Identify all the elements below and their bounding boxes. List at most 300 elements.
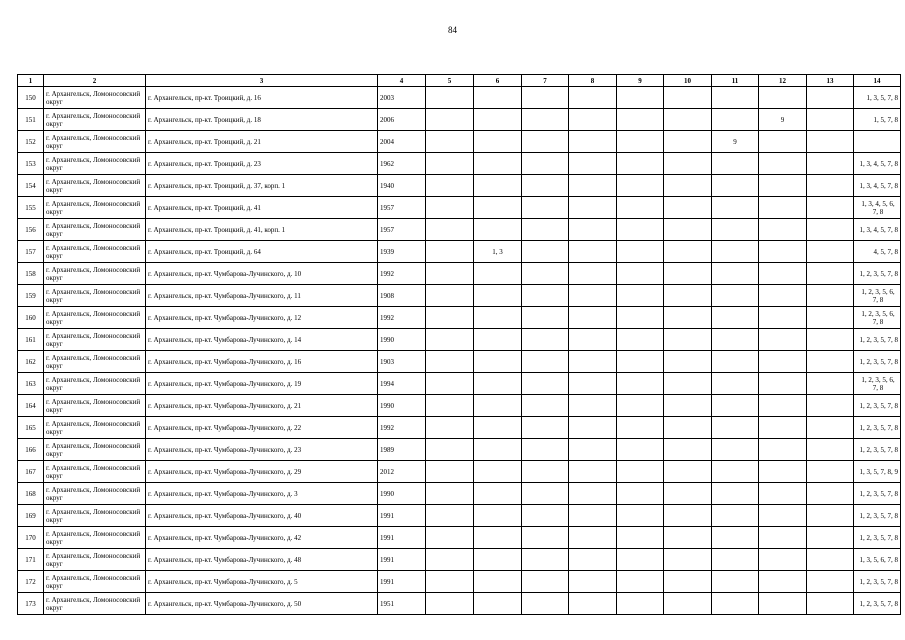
row-col-14-text: 1, 2, 3, 5, 7, 8 [859,577,898,586]
row-col-5 [426,175,474,197]
row-address: г. Архангельск, пр-кт. Чумбарова-Лучинского, д. 19 [146,373,378,395]
row-number: 169 [18,505,44,527]
table-row [18,593,901,615]
row-col-13 [807,87,854,109]
table-row [18,87,901,109]
row-year: 1991 [378,549,426,571]
table-row [18,461,901,483]
row-col-14 [854,527,901,549]
row-col-9 [617,197,664,219]
table-row [18,109,901,131]
row-col-11 [712,285,759,307]
row-col-5 [426,87,474,109]
row-col-8 [569,395,617,417]
row-col-13 [807,417,854,439]
row-col-14-text: 1, 2, 3, 5, 7, 8 [859,357,898,366]
row-number: 167 [18,461,44,483]
row-number: 158 [18,263,44,285]
row-col-7 [522,395,569,417]
table-row [18,197,901,219]
row-col-14 [854,241,901,263]
row-col-9 [617,461,664,483]
row-col-8 [569,505,617,527]
row-col-14-text: 1, 3, 5, 6, 7, 8 [859,555,898,564]
row-col-10 [664,329,712,351]
table-row [18,351,901,373]
row-col-13 [807,373,854,395]
row-col-9 [617,153,664,175]
row-locality: г. Архангельск, Ломоносовский округ [44,263,146,285]
row-address: г. Архангельск, пр-кт. Чумбарова-Лучинского, д. 22 [146,417,378,439]
row-col-10 [664,395,712,417]
row-col-9 [617,505,664,527]
row-col-12 [759,329,807,351]
row-number: 173 [18,593,44,615]
row-col-6 [474,439,522,461]
row-col-14 [854,351,901,373]
column-header-8: 8 [569,75,617,87]
row-col-10 [664,307,712,329]
row-col-5 [426,131,474,153]
row-col-14-text: 1, 5, 7, 8 [873,115,898,124]
row-col-14 [854,571,901,593]
row-locality: г. Архангельск, Ломоносовский округ [44,461,146,483]
row-col-8 [569,351,617,373]
row-col-13 [807,461,854,483]
row-col-13 [807,549,854,571]
row-col-13 [807,571,854,593]
row-col-5 [426,527,474,549]
row-col-13 [807,131,854,153]
row-year: 1951 [378,593,426,615]
row-col-7 [522,417,569,439]
row-col-10 [664,593,712,615]
row-col-5 [426,505,474,527]
row-number: 171 [18,549,44,571]
row-col-7 [522,505,569,527]
row-col-13 [807,241,854,263]
row-col-14-text: 1, 2, 3, 5, 6, 7, 8 [861,309,895,326]
column-header-5: 5 [426,75,474,87]
row-locality: г. Архангельск, Ломоносовский округ [44,197,146,219]
row-col-14-text: 1, 2, 3, 5, 7, 8 [859,445,898,454]
row-col-11 [712,439,759,461]
row-locality: г. Архангельск, Ломоносовский округ [44,131,146,153]
row-col-14 [854,263,901,285]
row-locality: г. Архангельск, Ломоносовский округ [44,87,146,109]
row-locality: г. Архангельск, Ломоносовский округ [44,329,146,351]
row-col-12 [759,593,807,615]
table-row [18,175,901,197]
row-col-8 [569,285,617,307]
row-col-7 [522,219,569,241]
row-col-14-text: 1, 3, 4, 5, 7, 8 [859,181,898,190]
row-col-9 [617,373,664,395]
row-col-8 [569,571,617,593]
row-col-7 [522,175,569,197]
row-locality: г. Архангельск, Ломоносовский округ [44,285,146,307]
column-header-4: 4 [378,75,426,87]
row-year: 2006 [378,109,426,131]
row-col-5 [426,373,474,395]
row-col-12: 9 [759,109,807,131]
row-col-13 [807,109,854,131]
row-col-9 [617,285,664,307]
row-number: 150 [18,87,44,109]
row-number: 155 [18,197,44,219]
row-col-5 [426,219,474,241]
row-locality: г. Архангельск, Ломоносовский округ [44,109,146,131]
table-row [18,307,901,329]
row-col-9 [617,395,664,417]
row-col-14-text: 1, 2, 3, 5, 7, 8 [859,401,898,410]
row-col-14-text: 1, 2, 3, 5, 7, 8 [859,511,898,520]
row-col-14-text: 1, 3, 4, 5, 7, 8 [859,225,898,234]
row-col-14 [854,439,901,461]
row-col-7 [522,549,569,571]
row-address: г. Архангельск, пр-кт. Чумбарова-Лучинского, д. 48 [146,549,378,571]
row-year: 2012 [378,461,426,483]
row-address: г. Архангельск, пр-кт. Чумбарова-Лучинского, д. 11 [146,285,378,307]
row-col-11 [712,417,759,439]
row-col-14 [854,395,901,417]
row-col-12 [759,153,807,175]
row-col-6 [474,109,522,131]
row-col-9 [617,87,664,109]
table-row [18,417,901,439]
row-number: 156 [18,219,44,241]
row-col-5 [426,285,474,307]
row-col-9 [617,417,664,439]
row-year: 2003 [378,87,426,109]
row-year: 1989 [378,439,426,461]
row-col-7 [522,109,569,131]
row-col-12 [759,549,807,571]
row-year: 1992 [378,417,426,439]
row-number: 163 [18,373,44,395]
row-col-14 [854,197,901,219]
row-col-10 [664,439,712,461]
column-header-11: 11 [712,75,759,87]
row-col-14 [854,307,901,329]
row-col-13 [807,307,854,329]
row-locality: г. Архангельск, Ломоносовский округ [44,571,146,593]
row-address: г. Архангельск, пр-кт. Чумбарова-Лучинского, д. 3 [146,483,378,505]
row-col-7 [522,263,569,285]
row-col-11 [712,175,759,197]
row-locality: г. Архангельск, Ломоносовский округ [44,153,146,175]
row-locality: г. Архангельск, Ломоносовский округ [44,505,146,527]
row-col-14 [854,285,901,307]
row-col-13 [807,395,854,417]
row-col-9 [617,219,664,241]
row-col-7 [522,527,569,549]
row-col-11 [712,593,759,615]
row-col-7 [522,483,569,505]
row-address: г. Архангельск, пр-кт. Троицкий, д. 18 [146,109,378,131]
row-col-10 [664,505,712,527]
row-year: 1957 [378,197,426,219]
row-col-6 [474,461,522,483]
row-col-7 [522,461,569,483]
row-col-5 [426,263,474,285]
row-address: г. Архангельск, пр-кт. Троицкий, д. 16 [146,87,378,109]
row-col-9 [617,439,664,461]
row-col-14-text: 1, 3, 4, 5, 7, 8 [859,159,898,168]
row-number: 172 [18,571,44,593]
row-year: 1903 [378,351,426,373]
row-col-8 [569,593,617,615]
row-locality: г. Архангельск, Ломоносовский округ [44,395,146,417]
row-locality: г. Архангельск, Ломоносовский округ [44,351,146,373]
row-locality: г. Архангельск, Ломоносовский округ [44,483,146,505]
row-col-13 [807,439,854,461]
row-col-9 [617,131,664,153]
row-col-10 [664,351,712,373]
row-col-14 [854,417,901,439]
row-col-11 [712,549,759,571]
table-row [18,241,901,263]
row-col-8 [569,373,617,395]
row-number: 170 [18,527,44,549]
row-col-5 [426,153,474,175]
table-row [18,131,901,153]
row-col-12 [759,395,807,417]
row-col-12 [759,439,807,461]
column-header-3: 3 [146,75,378,87]
row-col-7 [522,439,569,461]
row-col-6 [474,549,522,571]
row-col-10 [664,109,712,131]
row-col-14-text: 1, 2, 3, 5, 7, 8 [859,489,898,498]
row-col-8 [569,131,617,153]
column-header-7: 7 [522,75,569,87]
row-col-10 [664,483,712,505]
column-header-6: 6 [474,75,522,87]
row-col-11 [712,329,759,351]
row-col-6 [474,593,522,615]
row-col-11 [712,241,759,263]
row-locality: г. Архангельск, Ломоносовский округ [44,175,146,197]
row-col-11 [712,109,759,131]
row-col-10 [664,131,712,153]
table-body [18,87,901,615]
column-header-9: 9 [617,75,664,87]
table-row [18,285,901,307]
row-col-14-text: 1, 2, 3, 5, 7, 8 [859,423,898,432]
column-header-1: 1 [18,75,44,87]
row-number: 159 [18,285,44,307]
row-col-5 [426,549,474,571]
row-col-14-text: 1, 3, 4, 5, 6, 7, 8 [861,199,895,216]
row-col-7 [522,131,569,153]
row-col-10 [664,417,712,439]
row-col-8 [569,153,617,175]
row-col-5 [426,483,474,505]
row-col-13 [807,505,854,527]
row-col-5 [426,197,474,219]
row-col-11 [712,461,759,483]
column-header-13: 13 [807,75,854,87]
row-year: 1908 [378,285,426,307]
row-address: г. Архангельск, пр-кт. Чумбарова-Лучинского, д. 23 [146,439,378,461]
row-col-5 [426,417,474,439]
row-col-8 [569,219,617,241]
header-row [18,75,901,87]
row-col-5 [426,241,474,263]
row-number: 153 [18,153,44,175]
row-col-11 [712,505,759,527]
row-col-8 [569,461,617,483]
row-col-9 [617,263,664,285]
table-row [18,373,901,395]
row-col-10 [664,219,712,241]
row-col-12 [759,285,807,307]
row-year: 1992 [378,307,426,329]
row-col-12 [759,351,807,373]
row-col-6 [474,153,522,175]
row-col-9 [617,571,664,593]
row-number: 164 [18,395,44,417]
row-number: 161 [18,329,44,351]
row-col-8 [569,483,617,505]
row-col-13 [807,351,854,373]
row-year: 1990 [378,395,426,417]
row-col-12 [759,263,807,285]
row-col-11 [712,197,759,219]
row-col-14-text: 1, 2, 3, 5, 6, 7, 8 [861,375,895,392]
row-col-12 [759,175,807,197]
row-col-5 [426,109,474,131]
row-locality: г. Архангельск, Ломоносовский округ [44,219,146,241]
table-row [18,219,901,241]
row-col-8 [569,329,617,351]
row-col-6: 1, 3 [474,241,522,263]
row-col-13 [807,285,854,307]
row-col-5 [426,571,474,593]
row-address: г. Архангельск, пр-кт. Чумбарова-Лучинского, д. 42 [146,527,378,549]
row-year: 1939 [378,241,426,263]
row-col-14 [854,483,901,505]
row-col-10 [664,153,712,175]
row-col-14 [854,373,901,395]
row-col-14 [854,153,901,175]
row-col-14 [854,329,901,351]
row-col-9 [617,527,664,549]
row-col-8 [569,87,617,109]
row-number: 160 [18,307,44,329]
row-col-11 [712,373,759,395]
row-year: 2004 [378,131,426,153]
row-col-6 [474,197,522,219]
row-number: 168 [18,483,44,505]
row-col-6 [474,351,522,373]
row-col-14-text: 1, 2, 3, 5, 6, 7, 8 [861,287,895,304]
row-col-12 [759,417,807,439]
row-col-8 [569,417,617,439]
row-number: 166 [18,439,44,461]
row-col-6 [474,263,522,285]
row-col-11 [712,527,759,549]
row-col-7 [522,285,569,307]
row-col-10 [664,461,712,483]
row-col-10 [664,241,712,263]
row-col-9 [617,549,664,571]
row-col-12 [759,219,807,241]
row-col-12 [759,197,807,219]
row-col-5 [426,593,474,615]
row-address: г. Архангельск, пр-кт. Чумбарова-Лучинского, д. 5 [146,571,378,593]
row-col-6 [474,527,522,549]
row-col-8 [569,109,617,131]
row-col-13 [807,219,854,241]
row-locality: г. Архангельск, Ломоносовский округ [44,417,146,439]
row-col-12 [759,505,807,527]
row-col-11: 9 [712,131,759,153]
row-col-7 [522,593,569,615]
row-address: г. Архангельск, пр-кт. Чумбарова-Лучинского, д. 14 [146,329,378,351]
row-col-7 [522,153,569,175]
row-col-6 [474,87,522,109]
column-header-12: 12 [759,75,807,87]
row-col-11 [712,153,759,175]
row-col-13 [807,483,854,505]
row-col-8 [569,439,617,461]
row-col-12 [759,571,807,593]
row-col-13 [807,329,854,351]
row-locality: г. Архангельск, Ломоносовский округ [44,527,146,549]
row-col-7 [522,197,569,219]
row-col-5 [426,307,474,329]
row-col-5 [426,461,474,483]
row-col-14-text: 1, 2, 3, 5, 7, 8 [859,533,898,542]
row-col-6 [474,285,522,307]
row-number: 165 [18,417,44,439]
row-locality: г. Архангельск, Ломоносовский округ [44,439,146,461]
row-col-8 [569,263,617,285]
row-col-12 [759,527,807,549]
page-number: 84 [448,25,457,35]
row-col-12 [759,307,807,329]
row-col-6 [474,131,522,153]
row-col-7 [522,307,569,329]
row-col-6 [474,175,522,197]
row-year: 1992 [378,263,426,285]
row-col-14 [854,461,901,483]
row-col-10 [664,285,712,307]
row-col-5 [426,351,474,373]
row-col-14-text: 1, 2, 3, 5, 7, 8 [859,335,898,344]
row-address: г. Архангельск, пр-кт. Чумбарова-Лучинского, д. 12 [146,307,378,329]
row-col-12 [759,373,807,395]
row-address: г. Архангельск, пр-кт. Чумбарова-Лучинского, д. 29 [146,461,378,483]
row-address: г. Архангельск, пр-кт. Чумбарова-Лучинского, д. 50 [146,593,378,615]
register-table [17,74,901,615]
row-col-13 [807,263,854,285]
row-address: г. Архангельск, пр-кт. Троицкий, д. 64 [146,241,378,263]
row-year: 1962 [378,153,426,175]
row-col-11 [712,87,759,109]
row-col-14 [854,593,901,615]
column-header-14: 14 [854,75,901,87]
row-col-10 [664,571,712,593]
row-col-6 [474,417,522,439]
row-col-9 [617,593,664,615]
row-col-14-text: 1, 2, 3, 5, 7, 8 [859,599,898,608]
table-row [18,483,901,505]
row-col-10 [664,373,712,395]
row-col-11 [712,307,759,329]
